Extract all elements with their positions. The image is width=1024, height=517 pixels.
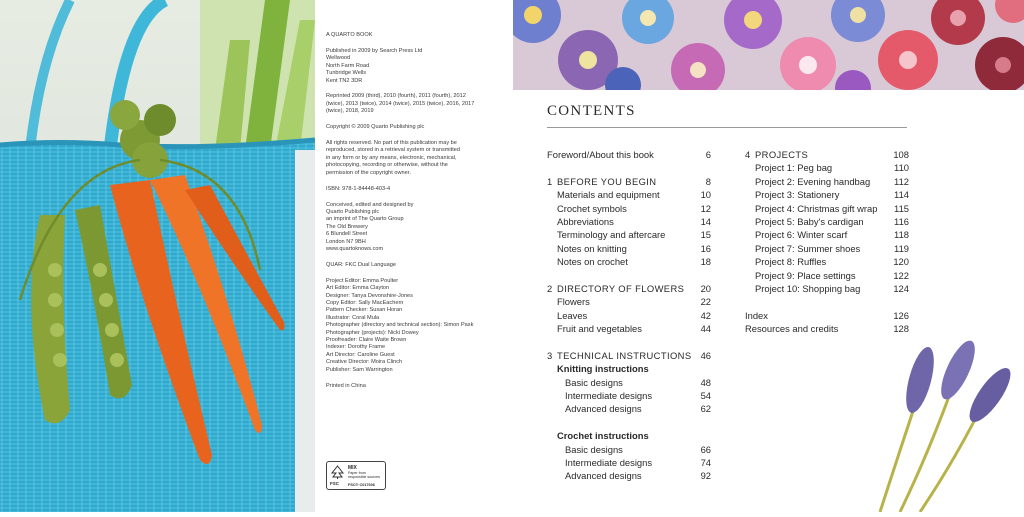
toc-spacer [547, 335, 711, 348]
staff-credits: Project Editor: Emma Poulter Art Editor: Emma Clayton Designer: Tanya Devonshire-Jones Copy Editor: Sally MacEachern Pattern Checker: Susan Horan Illustrator: Coral Mula Photographer (directory and technical section): Simon Pask Photographer (projects): Nicki Dowey Proofreader: Claire Waite Brown Indexer: Dorothy Frame Art Director: Caroline Guest Creative Director: Moira Clinch Publisher: Sam Warrington [326, 277, 474, 373]
toc-entry-title [745, 149, 808, 160]
toc-entry[interactable] [547, 469, 711, 482]
toc-entry[interactable] [745, 215, 909, 228]
toc-section-number: 1 [547, 175, 553, 187]
toc-page-number: 112 [894, 175, 909, 187]
toc-page-number: 8 [705, 175, 711, 187]
toc-page-number: 44 [700, 323, 711, 335]
toc-entry[interactable] [547, 376, 711, 389]
toc-page-number: 10 [700, 189, 711, 201]
toc-entry-title: Project 8: Ruffles [755, 256, 827, 268]
toc-entry-title: Project 3: Stationery [755, 189, 840, 201]
toc-page-number: 128 [893, 323, 909, 335]
toc-page-number: 124 [893, 282, 909, 294]
toc-section-title: PROJECTS [755, 149, 809, 160]
toc-section-heading[interactable] [547, 282, 711, 295]
toc-entry-title: Project 4: Christmas gift wrap [755, 202, 878, 214]
reprint-history: Reprinted 2009 (third), 2010 (fourth), 2011 (fourth), 2012 (twice), 2013 (twice), 2014 (twice), 2015 (twice), 2016, 2017 (twice), 2018, 2019 [326, 93, 475, 115]
toc-section-number: 4 [745, 149, 751, 160]
toc-spacer [547, 416, 711, 429]
toc-page-number: 92 [700, 470, 711, 482]
imprint-line: A QUARTO BOOK [326, 32, 373, 38]
toc-entry-title: Knitting instructions [557, 363, 649, 375]
toc-page-number: 116 [894, 215, 909, 227]
toc-entry[interactable] [745, 202, 909, 215]
toc-entry[interactable] [745, 269, 909, 282]
design-credit: Conceived, edited and designed by Quarto Publishing plc an imprint of The Quarto Group The Old Brewery 6 Blundell Street London N7 9BH www.quartoknows.com [326, 201, 414, 252]
toc-entry[interactable] [547, 362, 711, 375]
toc-entry-title: Leaves [557, 309, 588, 321]
toc-page-number: 122 [893, 269, 909, 281]
toc-section-heading[interactable] [547, 349, 711, 362]
toc-section-number: 2 [547, 282, 553, 294]
toc-entry[interactable] [547, 215, 711, 228]
fsc-mix: MIX [348, 465, 357, 471]
toc-entry-title: Terminology and aftercare [557, 229, 666, 241]
quar-code: QUAR: FKC Dual Language [326, 261, 396, 268]
toc-entry-title: Project 5: Baby's cardigan [755, 215, 864, 227]
toc-entry[interactable] [547, 295, 711, 308]
fsc-mix-subtitle: Paper from responsible sources [348, 471, 380, 480]
rights-statement: All rights reserved. No part of this publication may be reproduced, stored in a retrieval system or transmitted in any form or by any means, electronic, mechanical, photocopying, recording or otherwise, without the permission of the copyright owner. [326, 140, 460, 176]
toc-right-column [745, 148, 909, 335]
toc-page-number: 22 [700, 296, 711, 308]
toc-page-number: 48 [700, 376, 711, 388]
toc-entry[interactable] [547, 202, 711, 215]
toc-entry-title: Advanced designs [565, 403, 642, 415]
fsc-mark: FSC [330, 481, 339, 486]
toc-entry-title: Flowers [557, 296, 590, 308]
toc-entry[interactable] [547, 322, 711, 335]
toc-entry-title: Index [745, 309, 768, 321]
toc-entry[interactable] [745, 309, 909, 322]
lavender-sprigs [860, 340, 1024, 512]
toc-entry-title: Basic designs [565, 376, 623, 388]
toc-entry-title: Notes on knitting [557, 242, 627, 254]
toc-entry-title [547, 176, 656, 187]
printed-in: Printed in China [326, 382, 366, 389]
toc-page-number: 114 [894, 189, 909, 201]
toc-entry-title: Advanced designs [565, 470, 642, 482]
toc-page-number: 15 [700, 229, 711, 241]
toc-page-number: 110 [894, 162, 909, 174]
fsc-code: FSC® C017606 [348, 483, 375, 487]
fsc-tree-icon [330, 465, 345, 480]
toc-entry[interactable] [547, 148, 711, 161]
toc-page-number: 54 [700, 390, 711, 402]
isbn: ISBN: 978-1-84448-403-4 [326, 185, 391, 192]
toc-entry[interactable] [547, 456, 711, 469]
toc-entry-title: Materials and equipment [557, 189, 660, 201]
toc-entry-title [547, 350, 692, 361]
toc-entry-title [547, 283, 684, 294]
toc-entry[interactable] [745, 242, 909, 255]
toc-page-number: 16 [700, 242, 711, 254]
toc-section-title: DIRECTORY OF FLOWERS [557, 282, 685, 294]
toc-page-number: 62 [700, 403, 711, 415]
toc-spacer [745, 295, 909, 308]
copyright-page [326, 32, 496, 398]
toc-entry-title: Foreword/About this book [547, 149, 654, 160]
toc-page-number: 115 [894, 202, 909, 214]
toc-page-number: 126 [893, 309, 909, 321]
toc-page-number: 118 [894, 229, 909, 241]
toc-section-heading[interactable] [745, 148, 909, 161]
toc-entry[interactable] [547, 389, 711, 402]
toc-section-heading[interactable] [547, 175, 711, 188]
toc-entry-title: Project 2: Evening handbag [755, 175, 871, 187]
fsc-logo [326, 461, 386, 490]
toc-entry[interactable] [547, 429, 711, 442]
toc-section-title: BEFORE YOU BEGIN [557, 175, 657, 187]
contents-title: CONTENTS [547, 103, 636, 119]
toc-entry-title: Project 6: Winter scarf [755, 229, 848, 241]
toc-entry[interactable] [745, 175, 909, 188]
toc-entry-title: Project 7: Summer shoes [755, 242, 861, 254]
toc-entry[interactable] [745, 161, 909, 174]
toc-section-number: 3 [547, 349, 553, 361]
toc-page-number: 119 [894, 242, 909, 254]
toc-entry-title: Project 9: Place settings [755, 269, 856, 281]
toc-entry-title: Fruit and vegetables [557, 323, 642, 335]
toc-entry[interactable] [745, 188, 909, 201]
toc-entry[interactable] [745, 282, 909, 295]
toc-entry-title: Resources and credits [745, 323, 839, 335]
toc-page-number: 12 [700, 202, 711, 214]
toc-entry[interactable] [547, 188, 711, 201]
vegetable-basket-photo [0, 0, 315, 512]
toc-entry[interactable] [547, 402, 711, 415]
toc-page-number: 6 [705, 149, 711, 160]
toc-page-number: 14 [700, 215, 711, 227]
publisher-address: Published in 2009 by Search Press Ltd Wellwood North Farm Road Tunbridge Wells Kent TN2 3DR [326, 47, 423, 84]
toc-page-number: 120 [893, 256, 909, 268]
toc-entry-title: Crochet instructions [557, 430, 649, 442]
toc-entry-title: Notes on crochet [557, 256, 628, 268]
toc-page-number: 18 [700, 256, 711, 268]
toc-entry[interactable] [547, 228, 711, 241]
toc-entry-title: Project 1: Peg bag [755, 162, 833, 174]
toc-page-number: 46 [700, 349, 711, 361]
toc-entry[interactable] [547, 309, 711, 322]
toc-entry-title: Project 10: Shopping bag [755, 282, 861, 294]
toc-entry[interactable] [547, 242, 711, 255]
toc-page-number: 108 [893, 149, 909, 160]
toc-left-column [547, 148, 711, 483]
toc-entry[interactable] [547, 255, 711, 268]
toc-page-number: 74 [700, 456, 711, 468]
flowers-illustration [513, 0, 1024, 90]
toc-entry[interactable] [745, 322, 909, 335]
title-divider [547, 127, 907, 128]
toc-spacer [547, 161, 711, 174]
lavender-illustration [860, 340, 1024, 517]
toc-entry-title: Abbreviations [557, 215, 614, 227]
toc-entry-title: Basic designs [565, 443, 623, 455]
toc-entry[interactable] [745, 228, 909, 241]
crochet-flowers-photo [513, 0, 1024, 90]
toc-spacer [547, 269, 711, 282]
toc-entry-title: Intermediate designs [565, 456, 653, 468]
basket-illustration [0, 0, 315, 512]
toc-section-title: TECHNICAL INSTRUCTIONS [557, 349, 692, 361]
copyright-notice: Copyright © 2009 Quarto Publishing plc [326, 124, 425, 131]
toc-entry-title: Intermediate designs [565, 390, 653, 402]
toc-entry-title: Crochet symbols [557, 202, 627, 214]
toc-page-number: 20 [700, 282, 711, 294]
toc-page-number: 42 [700, 309, 711, 321]
toc-entry[interactable] [547, 443, 711, 456]
toc-page-number: 66 [700, 443, 711, 455]
toc-entry[interactable] [745, 255, 909, 268]
